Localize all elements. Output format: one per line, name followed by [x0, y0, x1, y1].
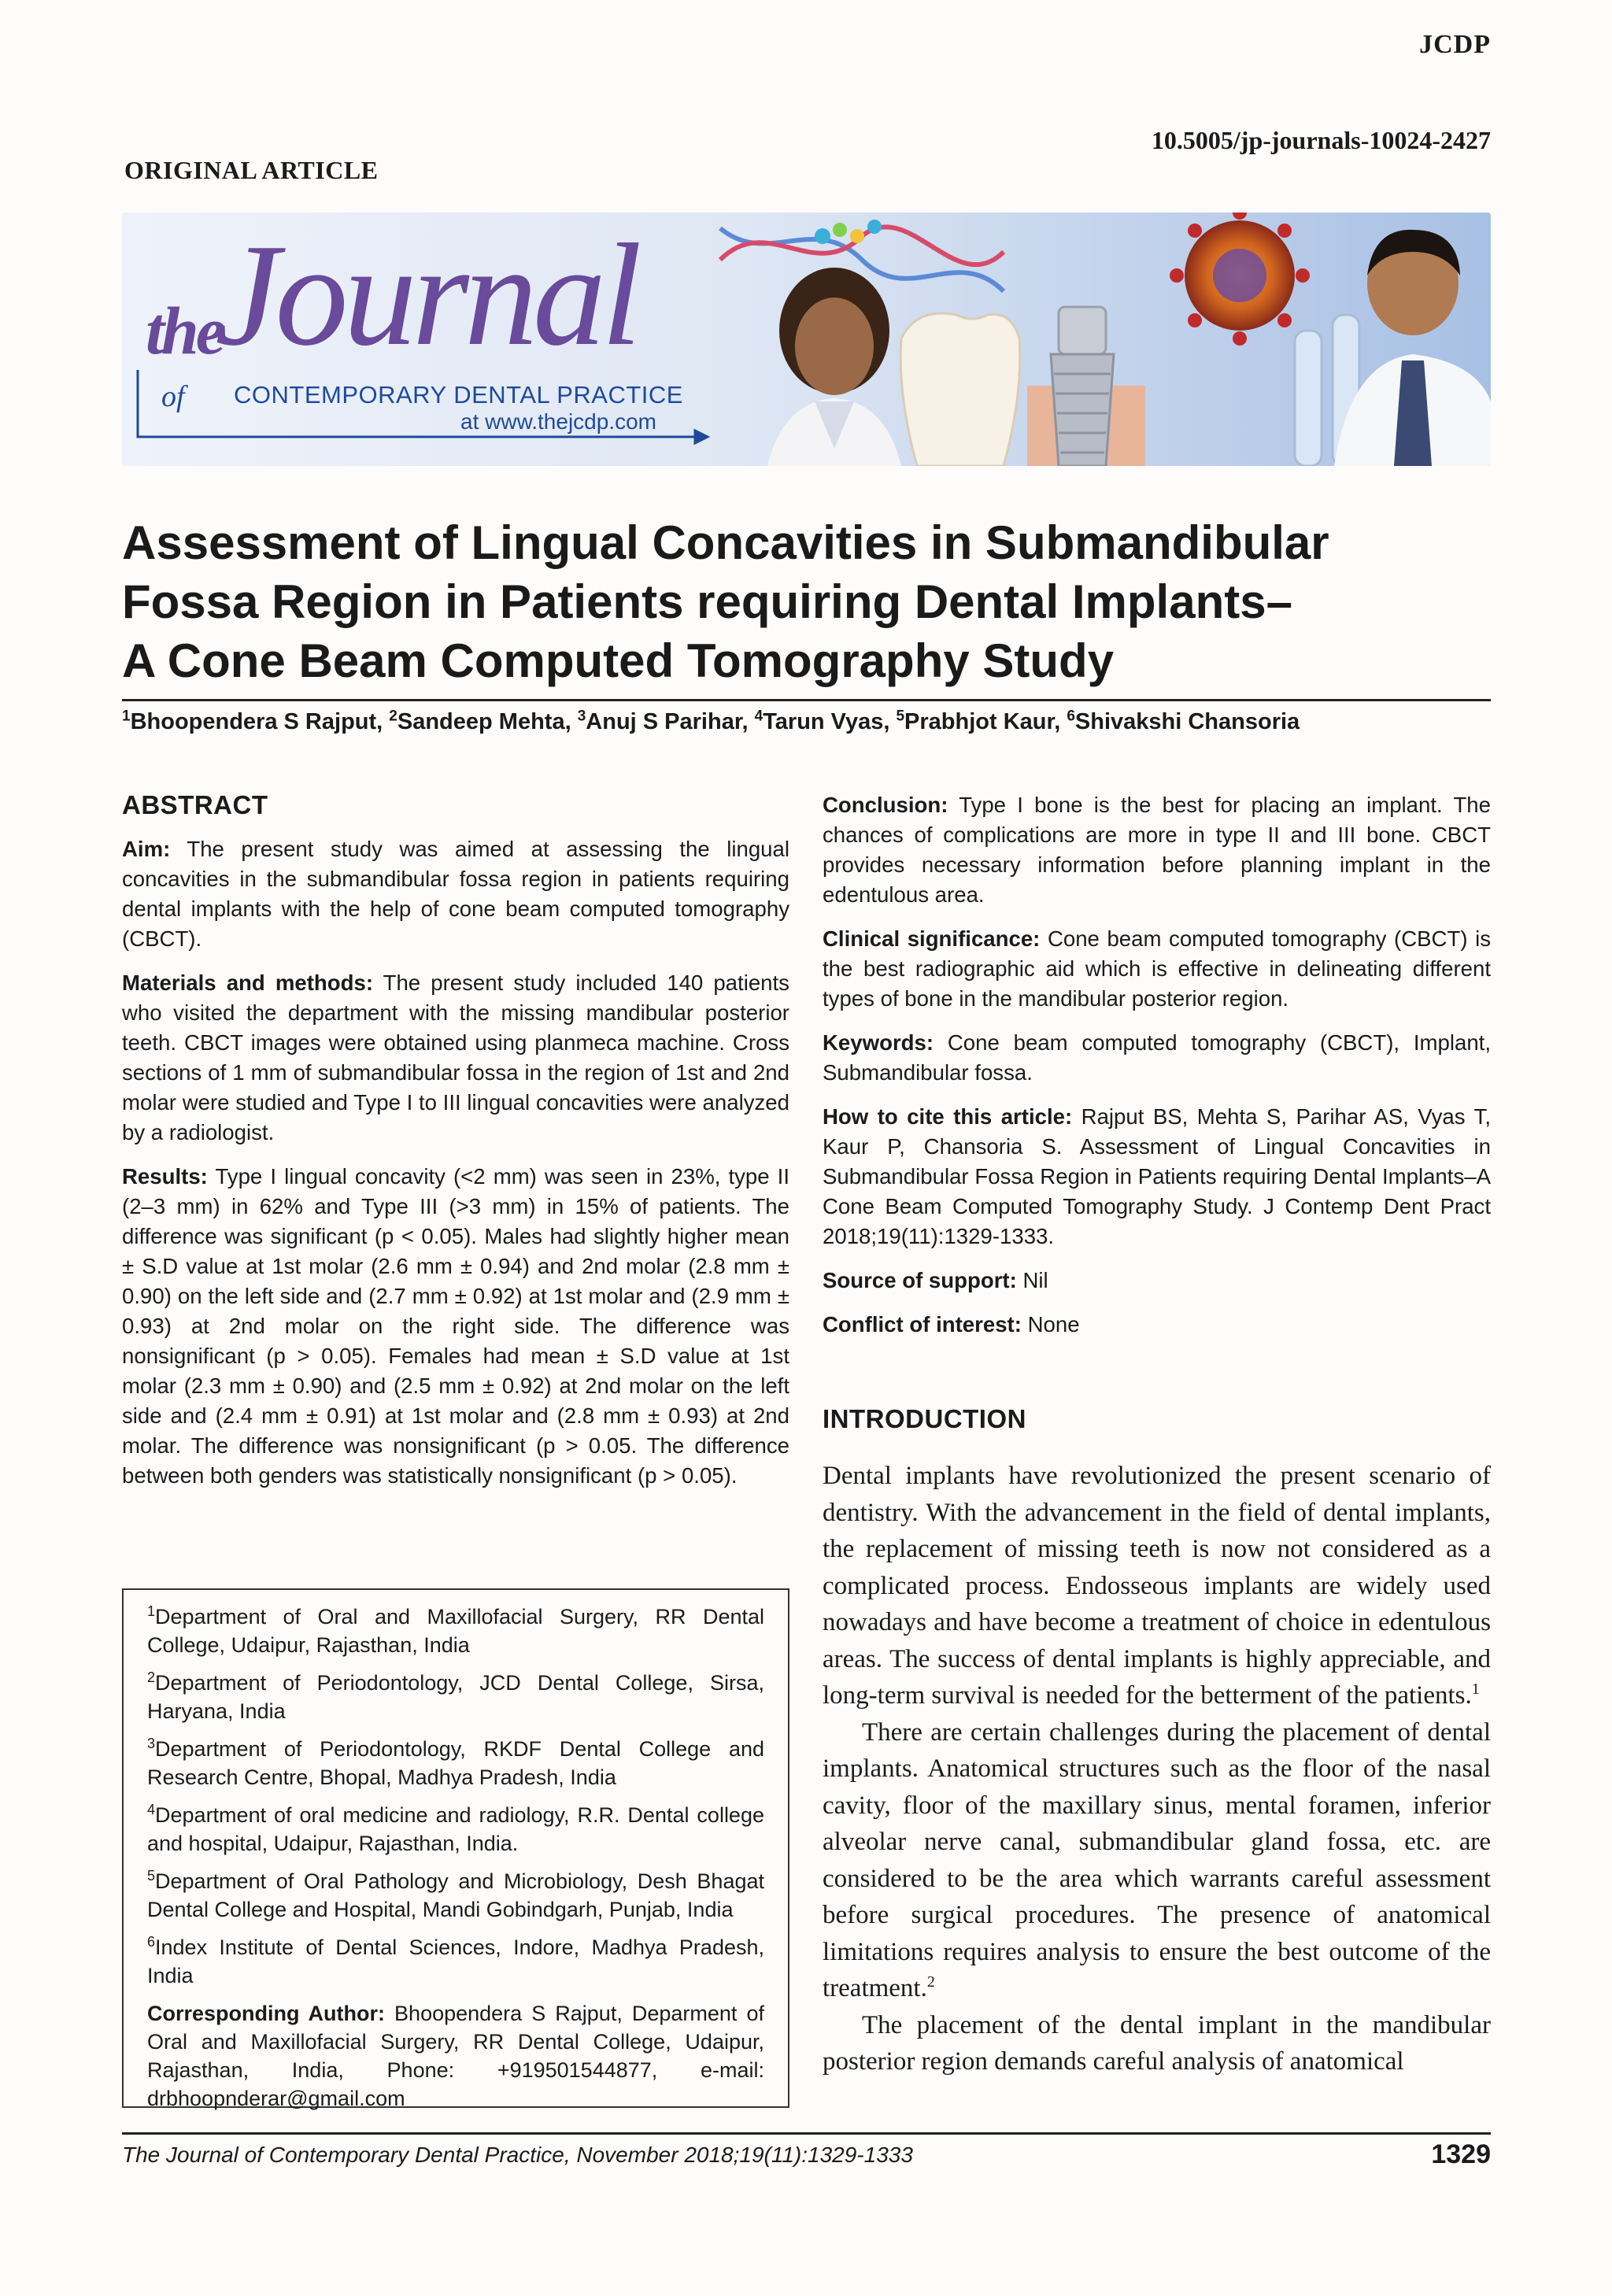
logo-url[interactable]: at www.thejcdp.com — [460, 409, 656, 434]
reference-marker[interactable]: 2 — [926, 1973, 935, 1991]
author-number: 1 — [122, 708, 131, 725]
conflict-label: Conflict of interest: — [823, 1312, 1022, 1337]
affiliation — [147, 1867, 764, 1924]
keywords-label: Keywords: — [823, 1030, 934, 1055]
results-label: Results: — [122, 1164, 208, 1189]
introduction-paragraph — [823, 2007, 1491, 2080]
title-line-1: Assessment of Lingual Concavities in Submandibular — [122, 516, 1329, 569]
abstract-clinical-significance — [823, 924, 1491, 1014]
support-label: Source of support: — [823, 1268, 1017, 1292]
footer-journal-citation: The Journal of Contemporary Dental Practice, November 2018;19(11):1329-1333 — [122, 2143, 913, 2167]
article-title — [122, 513, 1507, 690]
author-number: 4 — [754, 708, 763, 725]
intro-p2-text: There are certain challenges during the placement of dental implants. Anatomical structures such as the floor of the nasal cavity, floor of the maxillary sinus, mental foramen, inferior alveolar nerve canal, submandibular gland fossa, etc. are considered to be the area which warrants careful assessment before surgical procedures. The presence of anatomical limitations requires analysis to ensure the best outcome of the treatment. — [823, 1717, 1491, 2002]
abstract-left-column — [122, 790, 789, 1505]
author-name: Tarun Vyas — [763, 709, 884, 734]
author-name: Sandeep Mehta — [397, 709, 565, 734]
doi[interactable]: 10.5005/jp-journals-10024-2427 — [1151, 126, 1491, 154]
reference-marker[interactable]: 1 — [1471, 1680, 1480, 1698]
abstract-heading: ABSTRACT — [122, 790, 268, 819]
clinical-text: Cone beam computed tomography (CBCT) is the best radiographic aid which is effective in delineating different types of bone in the mandibular posterior region. — [823, 926, 1492, 1011]
logo-the: the — [146, 293, 223, 368]
affiliation — [147, 1735, 764, 1791]
corresponding-text: Bhoopendera S Rajput, Deparment of Oral and Maxillofacial Surgery, RR Dental College, Udaipur, Rajasthan, India, Phone: +919501544877, e-mail: drbhoopnderar@gmail.com — [147, 2002, 764, 2110]
footer-divider — [122, 2132, 1491, 2135]
abstract-results — [122, 1162, 789, 1491]
virus-image — [1170, 213, 1310, 346]
affiliation-text: Department of Oral and Maxillofacial Surgery, RR Dental College, Udaipur, Rajasthan, India — [147, 1605, 764, 1657]
logo-subtitle: CONTEMPORARY DENTAL PRACTICE — [234, 381, 683, 409]
affiliation-number: 1 — [147, 1603, 156, 1619]
abstract-conclusion — [823, 790, 1491, 910]
affiliation-text: Department of Oral Pathology and Microbiology, Desh Bhagat Dental College and Hospital, Mandi Gobindgarh, Punjab, India — [147, 1869, 764, 1921]
methods-label: Materials and methods: — [122, 971, 374, 995]
cite-text: Rajput BS, Mehta S, Parihar AS, Vyas T, Kaur P, Chansoria S. Assessment of Lingual Concavities in Submandibular Fossa Region in Patients requiring Dental Implants–A Cone Beam Computed Tomography Study. J Contemp Dent Pract 2018;19(11):1329-1333. — [823, 1104, 1491, 1248]
author-name: Shivakshi Chansoria — [1074, 709, 1300, 734]
author-number: 2 — [389, 708, 397, 725]
title-line-3: A Cone Beam Computed Tomography Study — [122, 634, 1115, 687]
abstract-keywords — [823, 1028, 1491, 1088]
affiliation-text: Index Institute of Dental Sciences, Indore, Madhya Pradesh, India — [147, 1936, 764, 1987]
author-name: Prabhjot Kaur — [904, 709, 1055, 734]
intro-p3-text: The placement of the dental implant in the mandibular posterior region demands careful analysis of anatomical — [823, 2010, 1491, 2076]
results-text: Type I lingual concavity (<2 mm) was seen in 23%, type II (2–3 mm) in 62% and Type III (>3 mm) in 15% of patients. The difference was significant (p < 0.05). Males had slightly higher mean ± S.D value at 1st molar (2.6 mm ± 0.94) and 2nd molar (2.8 mm ± 0.90) on the left side and (2.7 mm ± 0.92) at 1st molar and (2.9 mm ± 0.93) at 2nd molar on the right side. The difference was nonsignificant (p > 0.05). Females had mean ± S.D value at 1st molar (2.3 mm ± 0.90) and (2.5 mm ± 0.92) at 2nd molar on the left side and (2.4 mm ± 0.91) at 1st molar and (2.8 mm ± 0.93) at 2nd molar. The difference was nonsignificant (p > 0.05. The difference between both genders was statistically nonsignificant (p > 0.05). — [122, 1164, 790, 1488]
article-type: ORIGINAL ARTICLE — [124, 156, 379, 184]
cite-label: How to cite this article: — [823, 1104, 1073, 1129]
affiliation — [147, 1933, 764, 1990]
logo-journal: Journal — [215, 214, 638, 376]
affiliation-number: 2 — [147, 1669, 156, 1685]
affiliation-text: Department of Periodontology, JCD Dental College, Sirsa, Haryana, India — [147, 1671, 764, 1723]
conclusion-label: Conclusion: — [823, 793, 948, 817]
conflict-text: None — [1027, 1312, 1080, 1337]
conclusion-text: Type I bone is the best for placing an implant. The chances of complications are more in type II and III bone. CBCT provides necessary information before planning implant in the edentulous area. — [823, 793, 1491, 907]
author-name: Bhoopendera S Rajput — [130, 709, 377, 734]
corresponding-label: Corresponding Author: — [147, 2002, 385, 2025]
title-line-2: Fossa Region in Patients requiring Dental Implants– — [122, 575, 1292, 628]
introduction-body — [823, 1458, 1491, 2080]
abstract-methods — [122, 968, 789, 1148]
abstract-right-column — [823, 790, 1491, 1354]
introduction-paragraph — [823, 1458, 1491, 1714]
keywords-text: Cone beam computed tomography (CBCT), Implant, Submandibular fossa. — [823, 1030, 1491, 1085]
introduction-heading: INTRODUCTION — [823, 1404, 1026, 1433]
clinical-label: Clinical significance: — [823, 926, 1041, 951]
author-number: 5 — [896, 708, 905, 725]
source-of-support — [823, 1266, 1491, 1296]
affiliation-number: 5 — [147, 1868, 156, 1884]
aim-label: Aim: — [122, 837, 171, 861]
author-name: Anuj S Parihar — [586, 709, 742, 734]
affiliation — [147, 1801, 764, 1858]
page-number: 1329 — [1431, 2139, 1491, 2169]
support-text: Nil — [1022, 1268, 1048, 1292]
abstract-citation — [823, 1102, 1491, 1252]
intro-p1-text: Dental implants have revolutionized the present scenario of dentistry. With the advancement in the field of dental implants, the replacement of missing teeth is now not considered as a complicated process. Endosseous implants are widely used nowadays and have become a treatment of choice in edentulous areas. The success of dental implants is highly appreciable, and long-term survival is needed for the betterment of the patients. — [823, 1462, 1491, 1710]
conflict-of-interest — [823, 1310, 1491, 1340]
methods-text: The present study included 140 patients who visited the department with the missing mandibular posterior teeth. CBCT images were obtained using planmeca machine. Cross sections of 1 mm of submandibular fossa in the region of 1st and 2nd molar were studied and Type I to III lingual concavities were analyzed by a radiologist. — [122, 971, 789, 1144]
affiliation-number: 3 — [147, 1736, 156, 1751]
author-number: 3 — [577, 708, 586, 725]
aim-text: The present study was aimed at assessing the lingual concavities in the submandibular fossa region in patients requiring dental implants with the help of cone beam computed tomography (CBCT). — [122, 837, 789, 951]
affiliation-number: 6 — [147, 1934, 156, 1950]
affiliation-text: Department of Periodontology, RKDF Dental College and Research Centre, Bhopal, Madhya Pradesh, India — [147, 1737, 764, 1789]
author-number: 6 — [1067, 708, 1075, 725]
affiliation-number: 4 — [147, 1802, 156, 1817]
logo-of: of — [161, 380, 185, 413]
abstract-aim — [122, 834, 789, 954]
affiliation — [147, 1603, 764, 1659]
journal-abbreviation: JCDP — [1419, 30, 1491, 59]
affiliations-box — [122, 1588, 789, 2108]
corresponding-author — [147, 1999, 764, 2113]
title-divider — [122, 699, 1491, 701]
introduction-paragraph — [823, 1714, 1491, 2007]
journal-banner — [122, 213, 1491, 466]
affiliation-text: Department of oral medicine and radiology, R.R. Dental college and hospital, Udaipur, Rajasthan, India. — [147, 1803, 764, 1855]
author-list: $^1$Bhoopendera S Rajput, $^2$Sandeep Mehta, $^3$Anuj S Parihar, $^4$Tarun Vyas, $^5$Prabhjot Kaur, $^6$Shivakshi Chansoria — [122, 708, 1300, 734]
affiliation — [147, 1669, 764, 1725]
